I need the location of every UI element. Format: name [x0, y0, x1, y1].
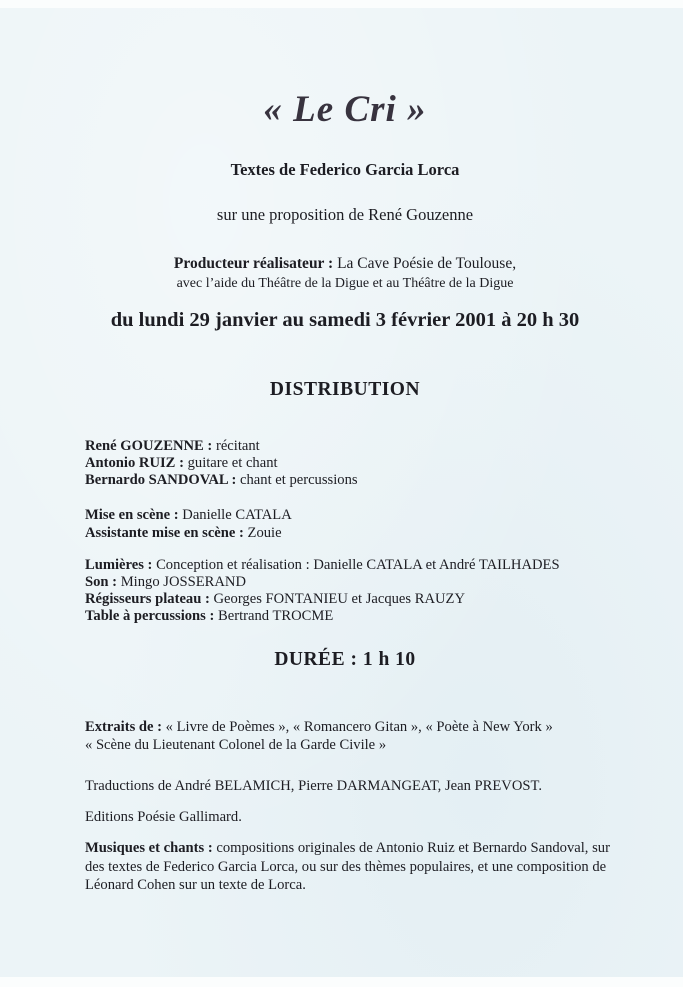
cast-row: [85, 472, 605, 489]
cast-name: Antonio RUIZ :: [85, 455, 184, 471]
staging-list: [85, 506, 605, 542]
scanned-program-page: [0, 8, 683, 977]
traductions-line: Traductions de André BELAMICH, Pierre DARMANGEAT, Jean PREVOST.: [85, 778, 542, 794]
program-title: « Le Cri »: [263, 89, 427, 130]
staging-label: Assistante mise en scène :: [85, 525, 244, 541]
staging-value: Zouie: [247, 525, 282, 541]
proposition-line: sur une proposition de René Gouzenne: [216, 205, 474, 224]
extraits-line-1: [85, 718, 605, 736]
producer-note: avec l’aide du Théâtre de la Digue et au Théâtre de la Digue: [176, 276, 514, 291]
musiques-text: compositions originales de Antonio Ruiz et Bernardo Sandoval, sur des textes de Federico Garcia Lorca, ou sur des thèmes populaires, et une composition de Léonard Cohen sur un texte de Lorca.: [85, 840, 610, 893]
producer-label: Producteur réalisateur :: [173, 255, 334, 272]
extraits-line-2: « Scène du Lieutenant Colonel de la Garde Civile »: [85, 737, 387, 753]
extraits-sources: « Livre de Poèmes », « Romancero Gitan », « Poète à New York »: [165, 719, 553, 735]
editions-line: Editions Poésie Gallimard.: [85, 809, 242, 825]
cast-row: [85, 438, 605, 455]
performance-dates: du lundi 29 janvier au samedi 3 février 2001 à 20 h 30: [110, 309, 580, 331]
producer-line: [85, 255, 605, 273]
musiques-paragraph: [85, 839, 613, 895]
staging-value: Danielle CATALA: [182, 507, 292, 523]
technical-label: Régisseurs plateau :: [85, 591, 210, 607]
technical-row: [85, 591, 605, 608]
distribution-heading: DISTRIBUTION: [269, 379, 421, 400]
extraits-label: Extraits de :: [85, 719, 163, 735]
cast-role: guitare et chant: [187, 455, 278, 471]
cast-name: René GOUZENNE :: [85, 438, 213, 454]
technical-label: Table à percussions :: [85, 608, 215, 624]
technical-row: [85, 574, 605, 591]
program-subtitle-author: Textes de Federico Garcia Lorca: [230, 160, 460, 179]
staging-row: [85, 524, 605, 542]
technical-row: [85, 557, 605, 574]
cast-role: récitant: [215, 438, 260, 454]
technical-label: Lumières :: [85, 557, 153, 573]
technical-list: [85, 557, 605, 625]
musiques-label: Musiques et chants :: [85, 840, 213, 856]
extraits-section: [85, 718, 605, 754]
producer-value: La Cave Poésie de Toulouse,: [337, 255, 517, 272]
cast-role: chant et percussions: [240, 472, 358, 488]
technical-value: Bertrand TROCME: [218, 608, 334, 624]
technical-value: Georges FONTANIEU et Jacques RAUZY: [213, 591, 465, 607]
staging-row: [85, 506, 605, 524]
technical-row: [85, 608, 605, 625]
technical-value: Mingo JOSSERAND: [120, 574, 246, 590]
cast-row: [85, 455, 605, 472]
cast-name: Bernardo SANDOVAL :: [85, 472, 237, 488]
duration-heading: DURÉE : 1 h 10: [274, 649, 416, 670]
cast-list: [85, 438, 605, 489]
staging-label: Mise en scène :: [85, 507, 179, 523]
technical-value: Conception et réalisation : Danielle CATALA et André TAILHADES: [156, 557, 560, 573]
technical-label: Son :: [85, 574, 118, 590]
